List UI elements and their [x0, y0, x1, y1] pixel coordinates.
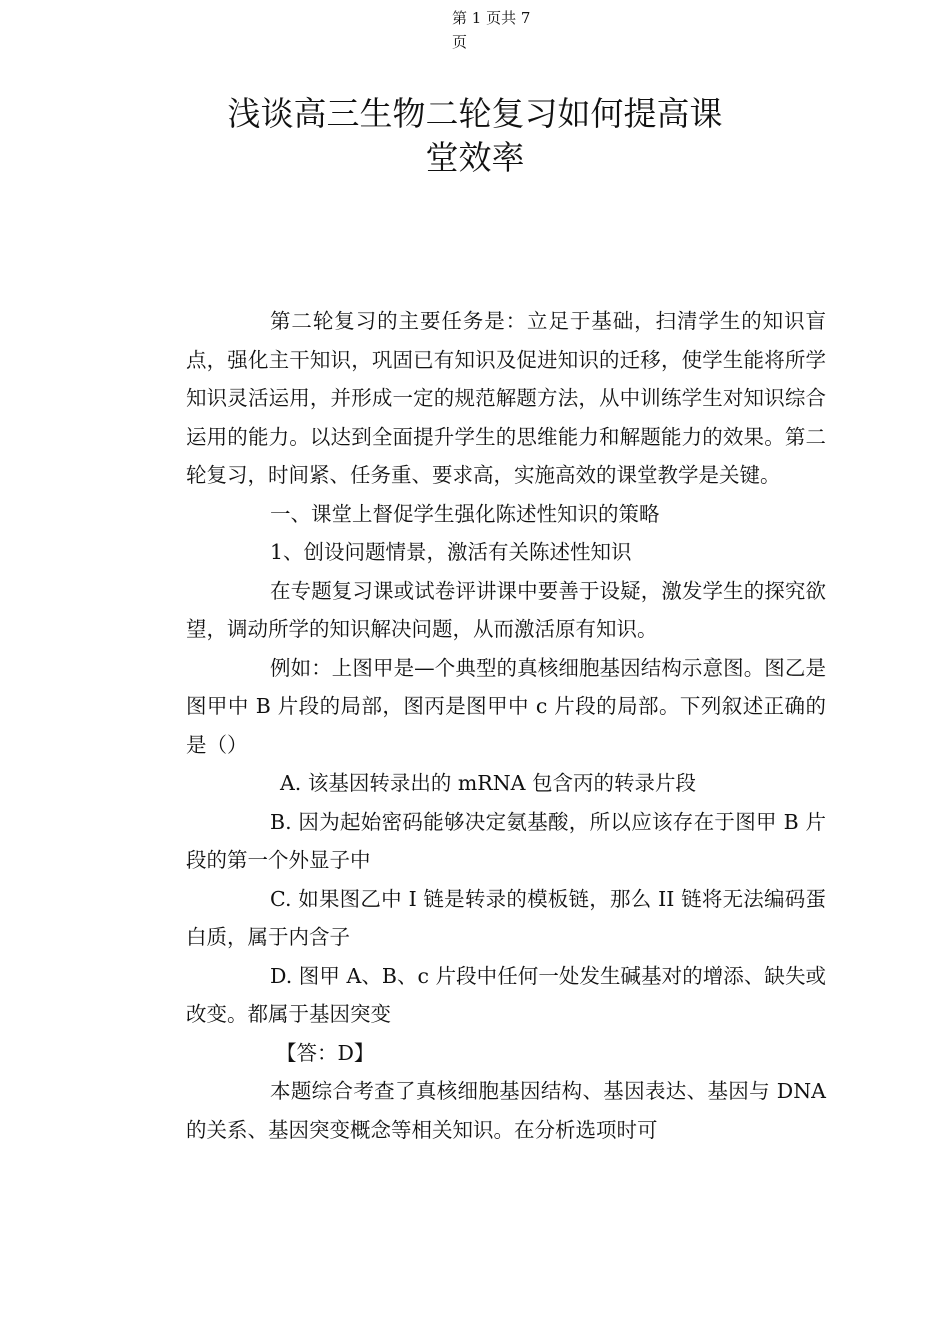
example-question: 例如：上图甲是—个典型的真核细胞基因结构示意图。图乙是图甲中 B 片段的局部，图丙是图甲中 c 片段的局部。下列叙述正确的是（） — [186, 655, 826, 757]
option-d: D. 图甲 A、B、c 片段中任何一处发生碱基对的增添、缺失或改变。都属于基因突变 — [186, 963, 826, 1026]
document-title — [0, 92, 950, 180]
page-number-header — [452, 6, 552, 54]
option-b: B. 因为起始密码能够决定氨基酸，所以应该存在于图甲 B 片段的第一个外显子中 — [186, 809, 826, 872]
subsection-heading: 1、创设问题情景，激活有关陈述性知识 — [270, 540, 632, 564]
title-line2: 堂效率 — [425, 138, 525, 177]
intro-paragraph: 第二轮复习的主要任务是：立足于基础，扫清学生的知识盲点，强化主干知识，巩固已有知识及促进知识的迁移，使学生能将所学知识灵活运用，并形成一定的规范解题方法，从中训练学生对知识综合运用的能力。以达到全面提升学生的思维能力和解题能力的效果。第二轮复习，时间紧、任务重、要求高，实施高效的课堂教学是关键。 — [186, 309, 826, 487]
page-number-line1: 第 1 页共 7 — [452, 9, 531, 27]
explanation-paragraph: 本题综合考查了真核细胞基因结构、基因表达、基因与 DNA 的关系、基因突变概念等相关知识。在分析选项时可 — [186, 1079, 826, 1142]
answer-line: 【答：D】 — [276, 1040, 375, 1065]
paragraph-2: 在专题复习课或试卷评讲课中要善于设疑，激发学生的探究欲望，调动所学的知识解决问题，从而激活原有知识。 — [186, 578, 826, 641]
option-a: A. 该基因转录出的 mRNA 包含丙的转录片段 — [280, 771, 696, 795]
title-line1: 浅谈高三生物二轮复习如何提高课 — [227, 94, 723, 133]
section-heading: 一、课堂上督促学生强化陈述性知识的策略 — [270, 501, 660, 526]
option-c: C. 如果图乙中 I 链是转录的模板链，那么 II 链将无法编码蛋白质，属于内含子 — [186, 886, 826, 949]
page-number-line2: 页 — [452, 33, 468, 51]
document-body — [186, 302, 826, 1149]
